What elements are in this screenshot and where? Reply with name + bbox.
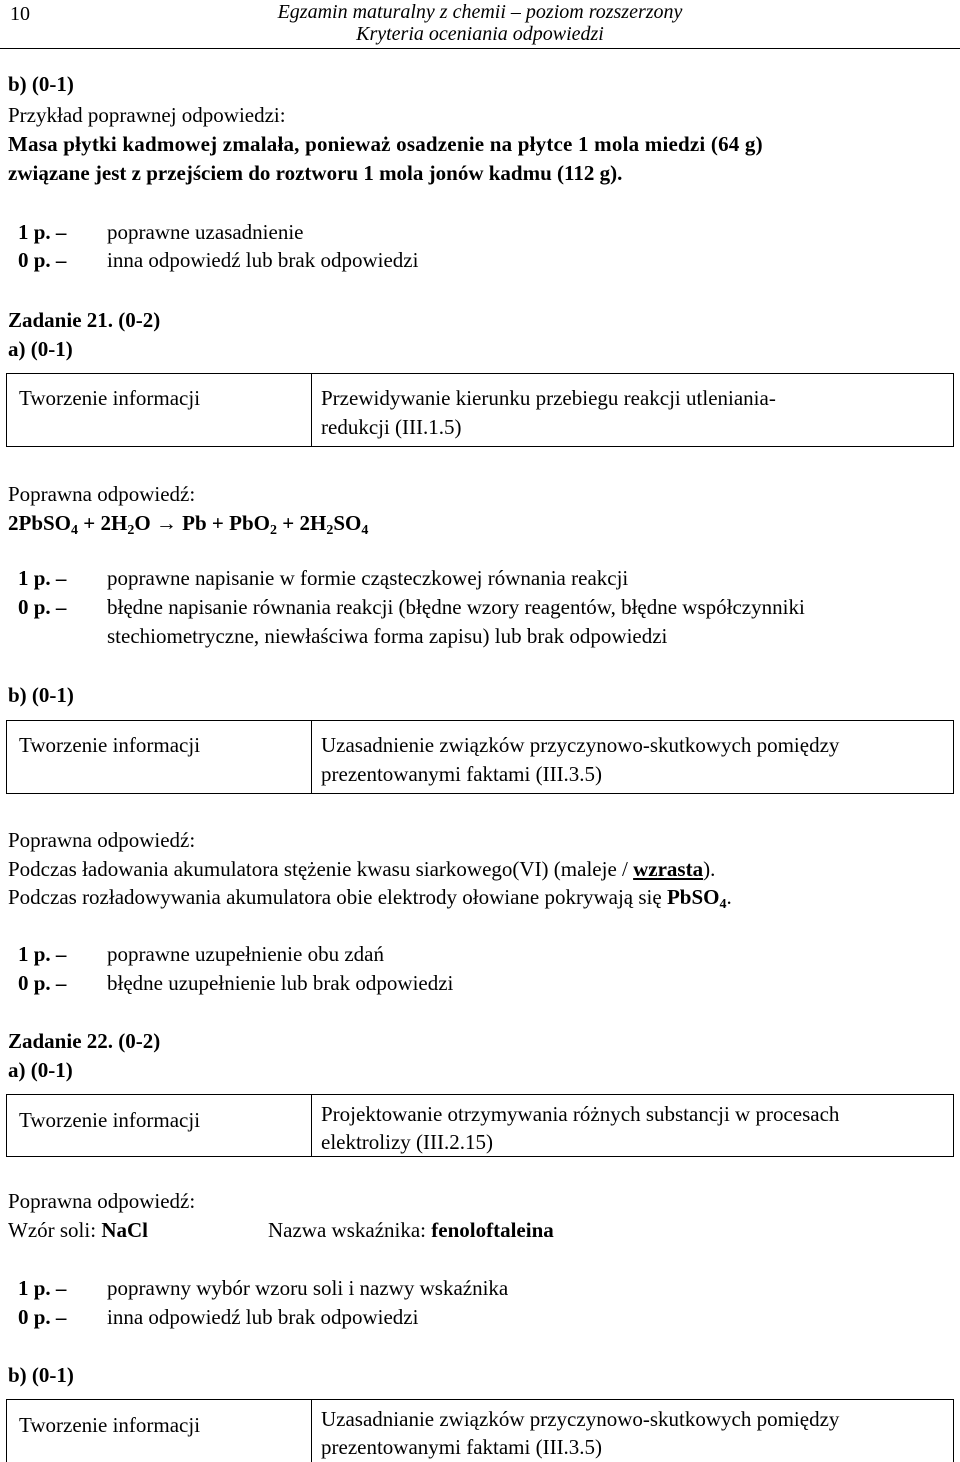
score-text: poprawne napisanie w formie cząsteczkowej równania reakcji [107, 566, 629, 590]
score-points: 1 p. – [18, 1276, 67, 1300]
score-points: 0 p. – [18, 971, 67, 995]
score-points: 1 p. – [18, 566, 67, 590]
selected-choice: wzrasta [633, 857, 704, 881]
requirement-description-line2: elektrolizy (III.2.15) [321, 1130, 494, 1154]
page-header [0, 0, 960, 49]
score-points: 1 p. – [18, 942, 67, 966]
example-label: Przykład poprawnej odpowiedzi: [8, 103, 286, 127]
requirement-description-line1: Uzasadnienie związków przyczynowo-skutkowych pomiędzy [321, 733, 840, 757]
requirement-category-cell [7, 1400, 312, 1462]
requirements-table-21b [6, 720, 954, 794]
requirement-category: Tworzenie informacji [19, 1108, 201, 1132]
requirement-description-line1: Przewidywanie kierunku przebiegu reakcji utleniania- [321, 386, 776, 410]
answer-label: Poprawna odpowiedź: [8, 1189, 196, 1213]
score-points: 0 p. – [18, 595, 67, 619]
score-text: błędne uzupełnienie lub brak odpowiedzi [107, 971, 454, 995]
score-points: 1 p. – [18, 220, 67, 244]
requirements-table-22a [6, 1094, 954, 1157]
example-answer-line2: związane jest z przejściem do roztworu 1 mola jonów kadmu (112 g). [8, 161, 623, 185]
part-label-21a: a) (0-1) [8, 337, 73, 361]
example-answer-line1: Masa płytki kadmowej zmalała, ponieważ osadzenie na płytce 1 mola miedzi (64 g) [8, 132, 763, 156]
indicator-name: Nazwa wskaźnika: fenoloftaleina [268, 1218, 554, 1242]
score-points: 0 p. – [18, 248, 67, 272]
requirement-description-line2: redukcji (III.1.5) [321, 415, 462, 439]
salt-formula: Wzór soli: NaCl [8, 1218, 148, 1242]
score-text-continued: stechiometryczne, niewłaściwa forma zapisu) lub brak odpowiedzi [107, 624, 668, 648]
requirement-description-line1: Projektowanie otrzymywania różnych substancji w procesach [321, 1102, 840, 1126]
answer-label: Poprawna odpowiedź: [8, 482, 196, 506]
answer-label: Poprawna odpowiedź: [8, 828, 196, 852]
answer-line1: Podczas ładowania akumulatora stężenie kwasu siarkowego(VI) (maleje / wzrasta). [8, 857, 716, 881]
header-title: Egzamin maturalny z chemii – poziom rozszerzony [277, 1, 683, 23]
answer-line2: Podczas rozładowywania akumulatora obie elektrody ołowiane pokrywają się PbSO$_4$. [8, 885, 732, 912]
score-text: inna odpowiedź lub brak odpowiedzi [107, 1305, 419, 1329]
task-title-22: Zadanie 22. (0-2) [8, 1029, 161, 1053]
part-label-20b: b) (0-1) [8, 72, 74, 96]
requirement-description-line1: Uzasadnianie związków przyczynowo-skutkowych pomiędzy [321, 1407, 840, 1431]
requirement-category-cell [7, 374, 312, 446]
requirement-description-line2: prezentowanymi faktami (III.3.5) [321, 762, 603, 786]
score-text: poprawne uzupełnienie obu zdań [107, 942, 384, 966]
requirement-category: Tworzenie informacji [19, 386, 201, 410]
requirement-category-cell [7, 1095, 312, 1156]
part-label-21b: b) (0-1) [8, 683, 74, 707]
requirements-table-21a [6, 373, 954, 447]
score-text: błędne napisanie równania reakcji (błędne wzory reagentów, błędne współczynniki [107, 595, 805, 619]
requirement-category: Tworzenie informacji [19, 733, 201, 757]
requirement-category-cell [7, 721, 312, 793]
part-label-22b: b) (0-1) [8, 1363, 74, 1387]
score-text: inna odpowiedź lub brak odpowiedzi [107, 248, 419, 272]
requirement-category: Tworzenie informacji [19, 1413, 201, 1437]
score-points: 0 p. – [18, 1305, 67, 1329]
task-title-21: Zadanie 21. (0-2) [8, 308, 161, 332]
reaction-equation: 2PbSO$_4$ + $2H_2O \to Pb + PbO_2 + 2H_2SO_4$ [8, 511, 369, 538]
score-text: poprawne uzasadnienie [107, 220, 304, 244]
score-text: poprawny wybór wzoru soli i nazwy wskaźnika [107, 1276, 509, 1300]
header-subtitle: Kryteria oceniania odpowiedzi [356, 23, 604, 45]
requirement-description-line2: prezentowanymi faktami (III.3.5) [321, 1435, 603, 1459]
part-label-22a: a) (0-1) [8, 1058, 73, 1082]
requirements-table-22b [6, 1399, 954, 1462]
page-number: 10 [10, 3, 30, 25]
